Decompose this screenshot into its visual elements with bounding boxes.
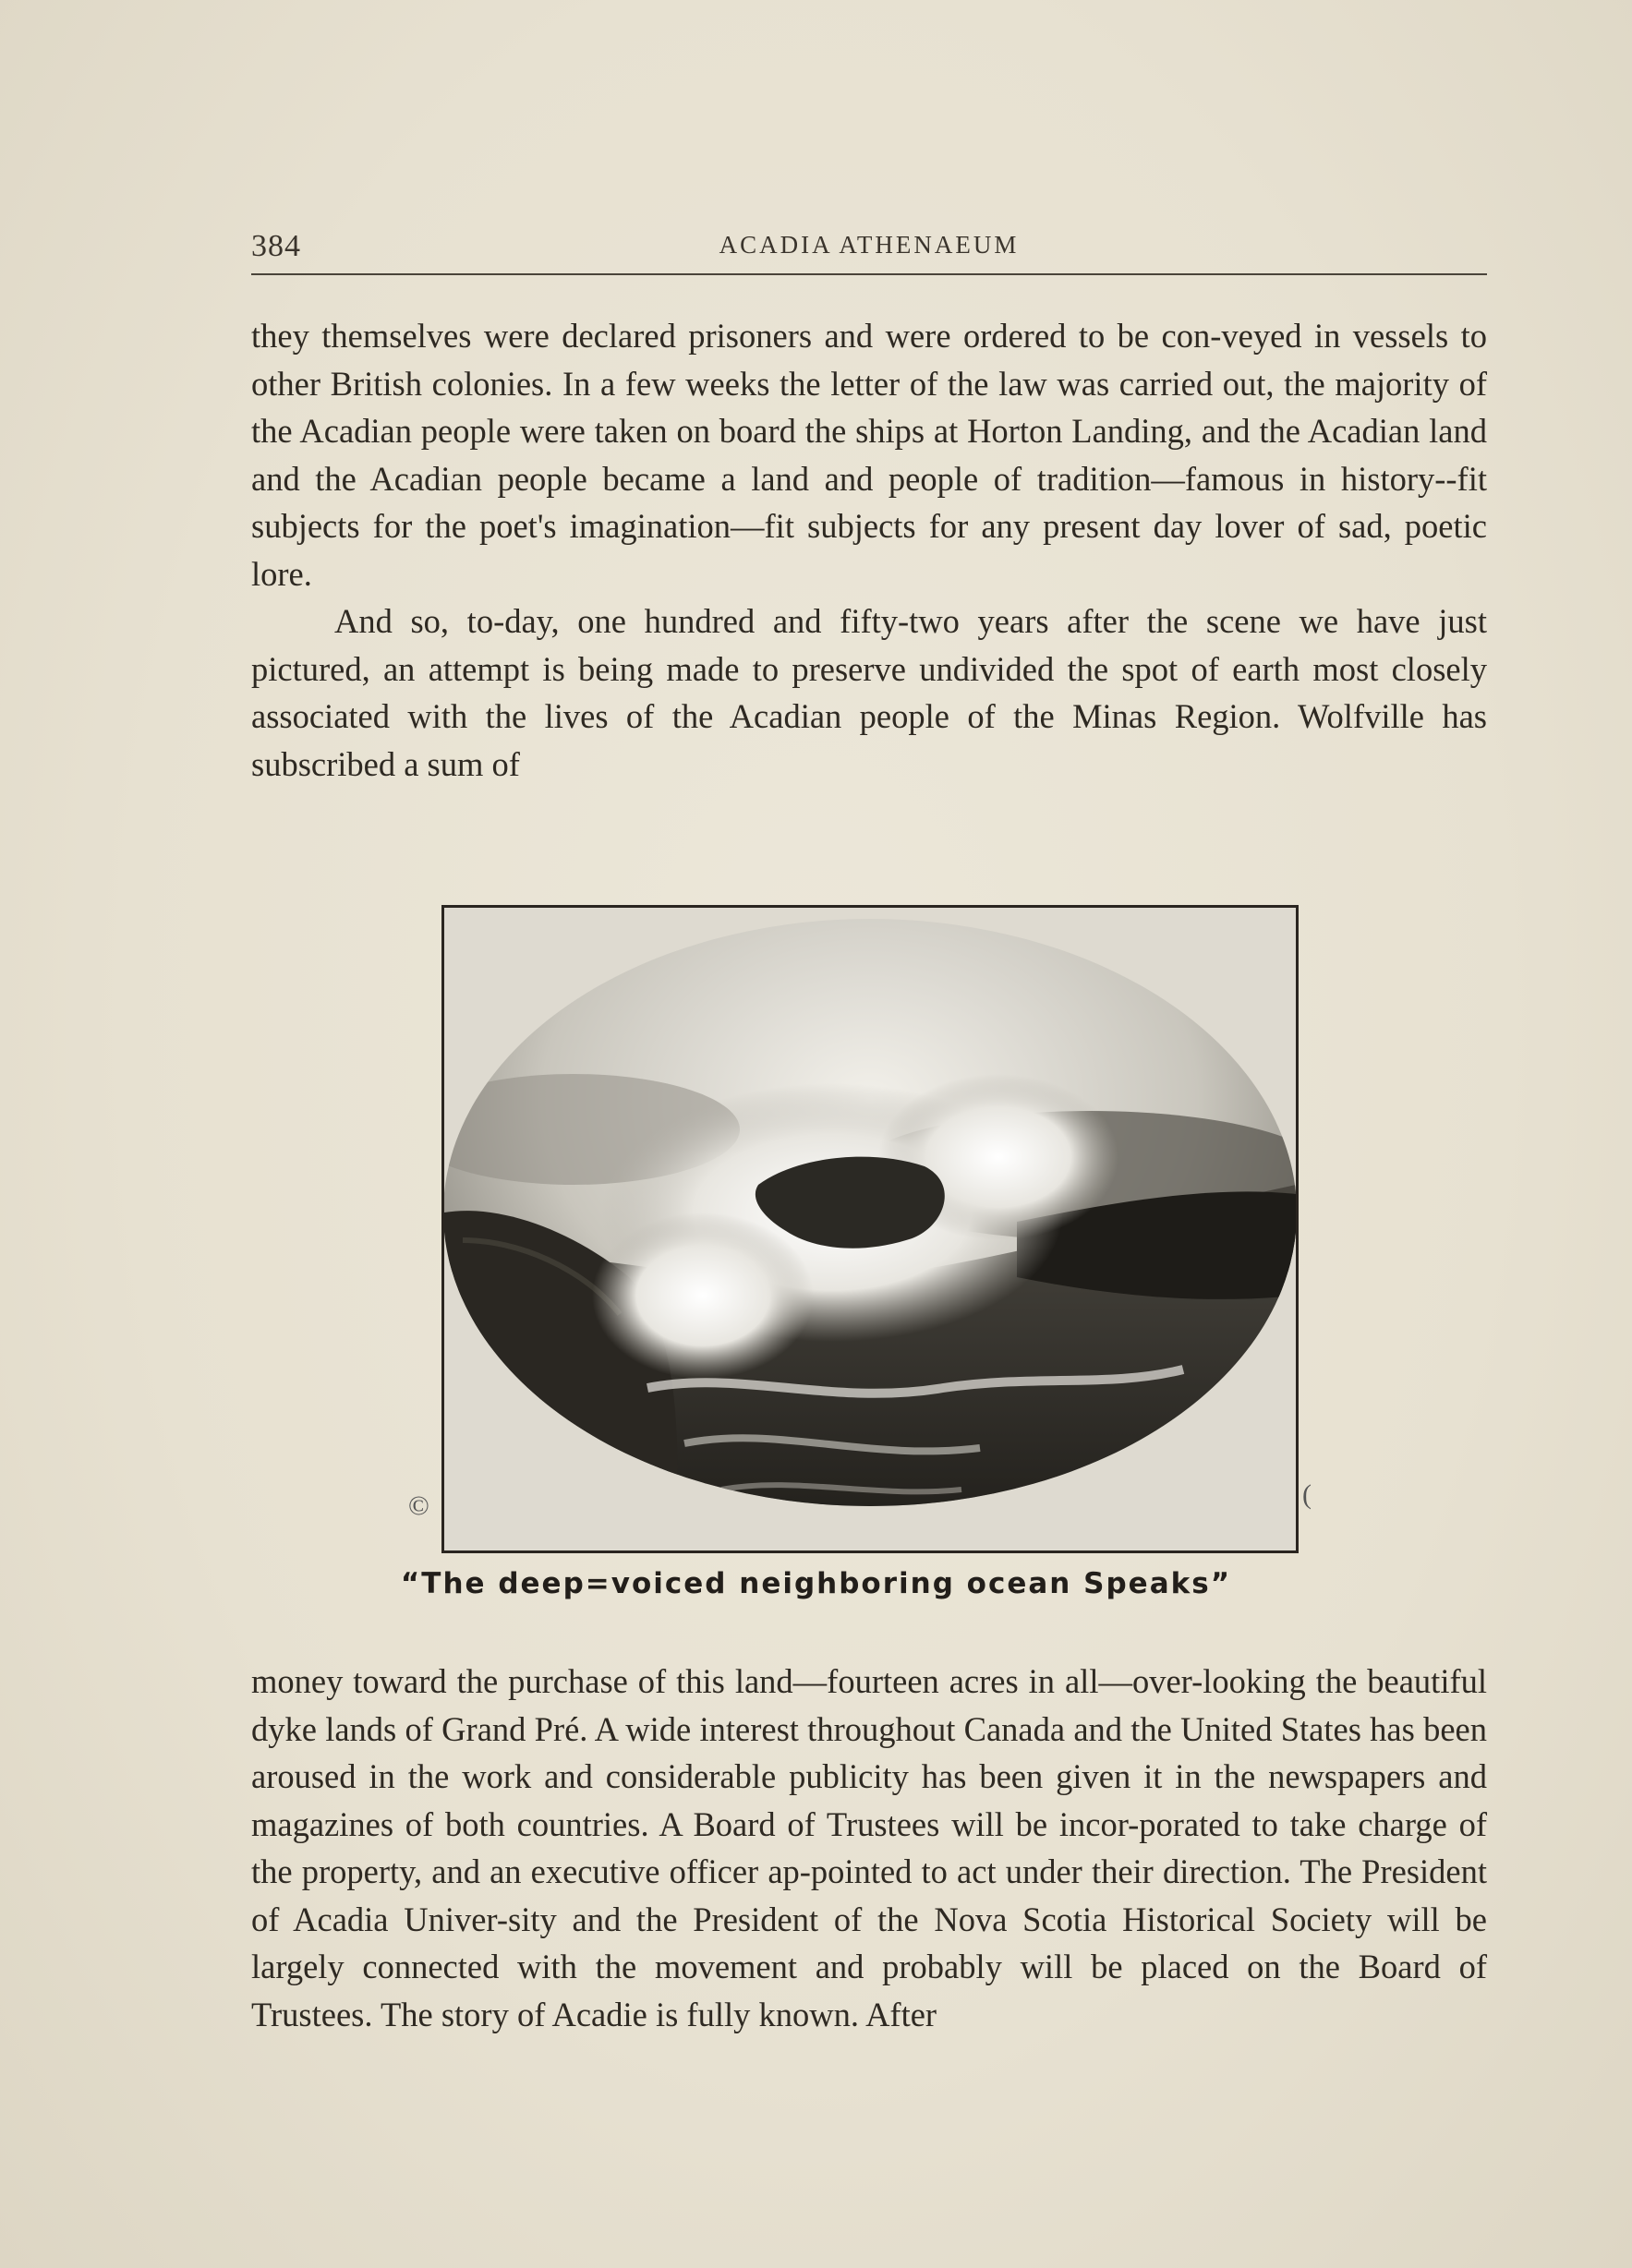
figure [441,905,1297,1551]
text-block-bottom [251,1658,1487,2038]
registration-mark-icon: © [408,1490,429,1521]
registration-mark-icon: ( [1302,1479,1312,1510]
figure-caption: “The deep=voiced neighboring ocean Speaks” [400,1567,1232,1600]
running-head [251,222,1487,277]
paragraph: And so, to-day, one hundred and fifty-two years after the scene we have just pictured, an attempt is being made to preserve undivided the spot of earth most closely associated with the lives of the Acadian people of the Minas Region. Wolfville has subscribed a sum of [251,602,1487,783]
text-block-top [251,312,1487,788]
running-title: ACADIA ATHENAEUM [719,231,1020,259]
photo-illustration [444,908,1296,1550]
paragraph: they themselves were declared prisoners and were ordered to be con-veyed in vessels to other British colonies. In a few weeks the letter of the law was carried out, the majority of the Acadian people were taken on board the ships at Horton Landing, and the Acadian land and the Acadian people became a land and people of tradition—famous in history--fit subjects for the poet's imagination—fit subjects for any present day lover of sad, poetic lore. [251,317,1487,593]
paragraph: money toward the purchase of this land—fourteen acres in all—over-looking the beautiful dyke lands of Grand Pré. A wide interest throughout Canada and the United States has been aroused in the work and considerable publicity has been given it in the newspapers and magazines of both countries. A Board of Trustees will be incor-porated to take charge of the property, and an executive officer ap-pointed to act under their direction. The President of Acadia Univer-sity and the President of the Nova Scotia Historical Society will be largely connected with the movement and probably will be placed on the Board of Trustees. The story of Acadie is fully known. After [251,1662,1487,2033]
ocean-wave-photo [441,905,1299,1553]
page-number: 384 [251,229,301,263]
header-rule [251,273,1487,275]
